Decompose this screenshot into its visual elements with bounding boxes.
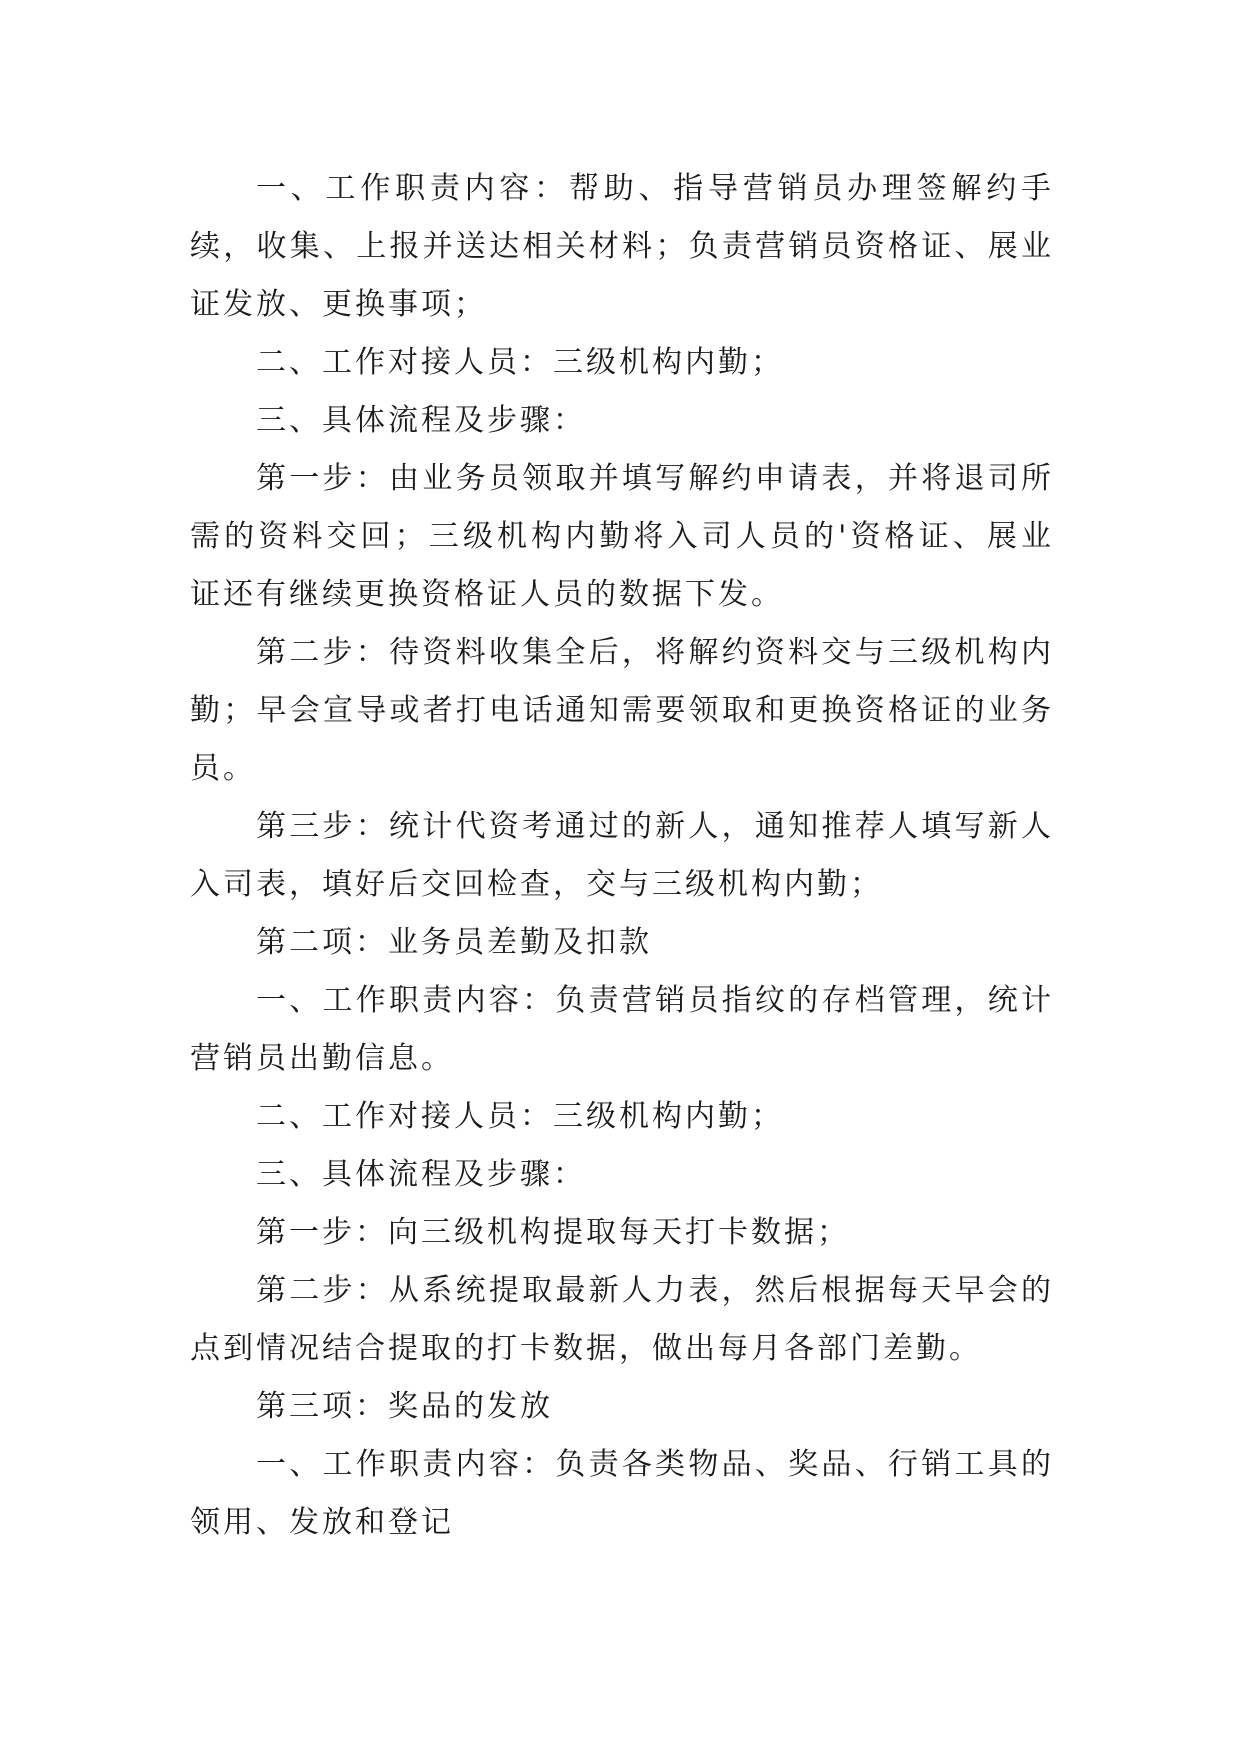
paragraph-attendance-step-1: 第一步：向三级机构提取每天打卡数据； — [256, 1215, 850, 1250]
paragraph-process-heading-2: 三、具体流程及步骤： — [256, 1157, 586, 1192]
paragraph-duties-1: 一、工作职责内容：帮助、指导营销员办理签解约手续，收集、上报并送达相关材料；负责营销员资格证、展业证发放、更换事项； — [190, 171, 1054, 322]
paragraph-process-heading-1: 三、具体流程及步骤： — [256, 403, 586, 438]
document-body — [190, 160, 1054, 1552]
paragraph-attendance-step-2: 第二步：从系统提取最新人力表，然后根据每天早会的点到情况结合提取的打卡数据，做出每月各部门差勤。 — [190, 1273, 1054, 1366]
section-heading-attendance: 第二项：业务员差勤及扣款 — [256, 925, 652, 960]
paragraph-step-2: 第二步：待资料收集全后，将解约资料交与三级机构内勤；早会宣导或者打电话通知需要领取和更换资格证的业务员。 — [190, 635, 1054, 786]
paragraph-duties-3: 一、工作职责内容：负责各类物品、奖品、行销工具的领用、发放和登记 — [190, 1447, 1054, 1540]
paragraph-contact-1: 二、工作对接人员：三级机构内勤； — [256, 345, 784, 380]
section-heading-prizes: 第三项：奖品的发放 — [256, 1389, 553, 1424]
paragraph-step-3: 第三步：统计代资考通过的新人，通知推荐人填写新人入司表，填好后交回检查，交与三级机构内勤； — [190, 809, 1054, 902]
paragraph-contact-2: 二、工作对接人员：三级机构内勤； — [256, 1099, 784, 1134]
paragraph-step-1: 第一步：由业务员领取并填写解约申请表，并将退司所需的资料交回；三级机构内勤将入司人员的'资格证、展业证还有继续更换资格证人员的数据下发。 — [190, 461, 1054, 612]
paragraph-duties-2: 一、工作职责内容：负责营销员指纹的存档管理，统计营销员出勤信息。 — [190, 983, 1054, 1076]
